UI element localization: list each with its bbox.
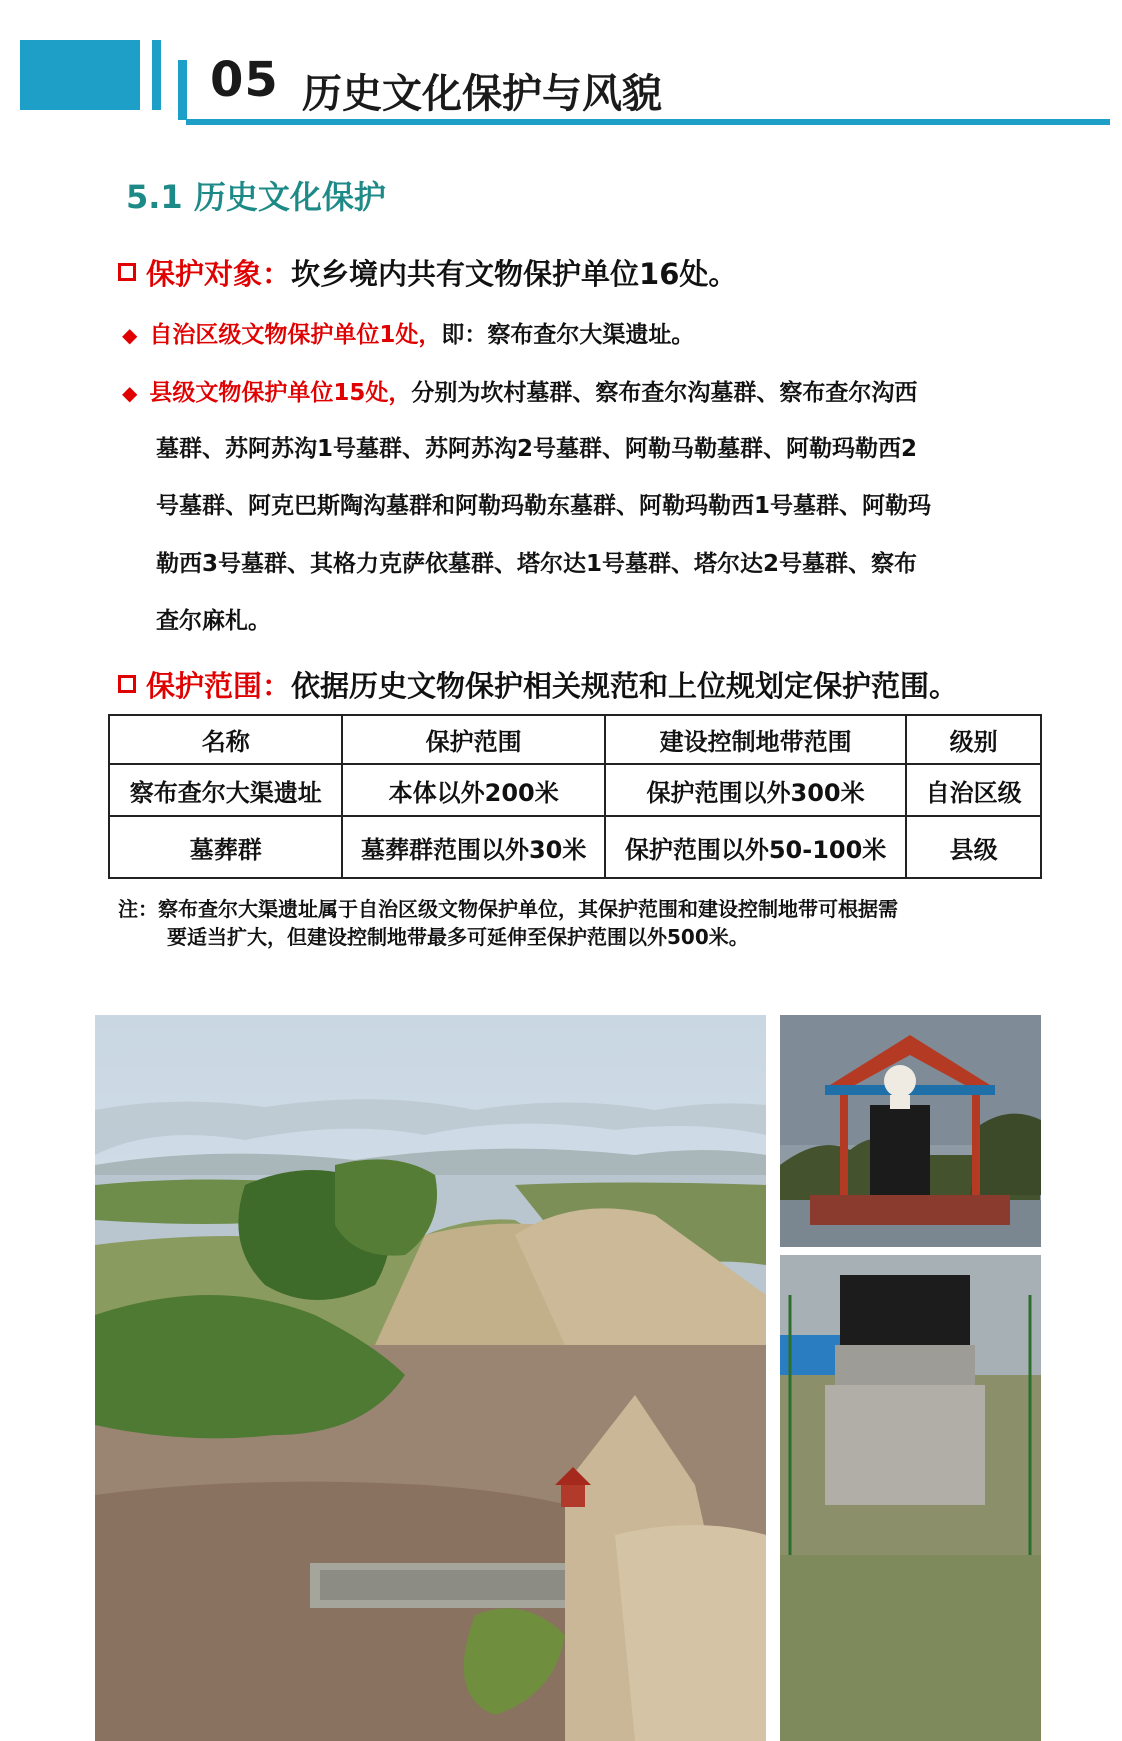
table-row <box>109 764 1041 816</box>
table-cell: 保护范围以外300米 <box>605 764 906 816</box>
table-header-cell: 级别 <box>906 715 1041 764</box>
canal-landscape-photo <box>95 1015 766 1741</box>
protection-table <box>108 714 1042 879</box>
bullet-continuation: 号墓群、阿克巴斯陶沟墓群和阿勒玛勒东墓群、阿勒玛勒西1号墓群、阿勒玛 <box>156 493 932 519</box>
table-header-cell: 建设控制地带范围 <box>605 715 906 764</box>
scope-label: 保护范围： <box>146 669 292 703</box>
scope-text: 依据历史文物保护相关规范和上位规划定保护范围。 <box>291 669 959 703</box>
monument-stone-photo <box>780 1255 1041 1741</box>
diamond-bullet-icon: ◆ <box>122 323 138 347</box>
table-cell: 墓葬群 <box>109 816 342 878</box>
pavilion-statue-photo <box>780 1015 1041 1247</box>
header-decor-block <box>20 40 140 110</box>
bullet-continuation: 勒西3号墓群、其格力克萨依墓群、塔尔达1号墓群、塔尔达2号墓群、察布 <box>156 551 918 577</box>
table-cell: 保护范围以外50-100米 <box>605 816 906 878</box>
objects-text: 坎乡境内共有文物保护单位16处。 <box>291 257 738 291</box>
bullet-label: 自治区级文物保护单位1处， <box>149 322 442 348</box>
scope-heading <box>118 664 958 705</box>
table-cell: 县级 <box>906 816 1041 878</box>
table-header-cell: 保护范围 <box>342 715 604 764</box>
bullet-item <box>122 374 917 407</box>
objects-label: 保护对象： <box>146 257 292 291</box>
bullet-text: 分别为坎村墓群、察布查尔沟墓群、察布查尔沟西 <box>411 380 918 406</box>
table-cell: 察布查尔大渠遗址 <box>109 764 342 816</box>
table-note <box>118 895 1058 951</box>
note-line: 要适当扩大，但建设控制地带最多可延伸至保护范围以外500米。 <box>167 925 749 949</box>
bullet-text: 即：察布查尔大渠遗址。 <box>441 322 695 348</box>
section-title: 5.1 历史文化保护 <box>126 178 386 216</box>
table-cell: 本体以外200米 <box>342 764 604 816</box>
checkbox-square-icon <box>118 263 136 281</box>
checkbox-square-icon <box>118 675 136 693</box>
chapter-number: 05 <box>210 52 279 108</box>
header-decor-bar <box>178 60 187 120</box>
diamond-bullet-icon: ◆ <box>122 381 138 405</box>
bullet-continuation: 墓群、苏阿苏沟1号墓群、苏阿苏沟2号墓群、阿勒马勒墓群、阿勒玛勒西2 <box>156 436 918 462</box>
table-cell: 墓葬群范围以外30米 <box>342 816 604 878</box>
bullet-label: 县级文物保护单位15处， <box>149 380 412 406</box>
table-header-cell: 名称 <box>109 715 342 764</box>
bullet-item <box>122 316 694 349</box>
table-cell: 自治区级 <box>906 764 1041 816</box>
header-decor-bar <box>152 40 161 110</box>
table-header-row <box>109 715 1041 764</box>
objects-heading <box>118 252 737 293</box>
note-line: 注：察布查尔大渠遗址属于自治区级文物保护单位，其保护范围和建设控制地带可根据需 <box>118 897 898 921</box>
header-underline <box>186 119 1110 125</box>
table-row <box>109 816 1041 878</box>
bullet-continuation: 查尔麻札。 <box>156 608 271 634</box>
chapter-title: 历史文化保护与风貌 <box>302 71 662 117</box>
